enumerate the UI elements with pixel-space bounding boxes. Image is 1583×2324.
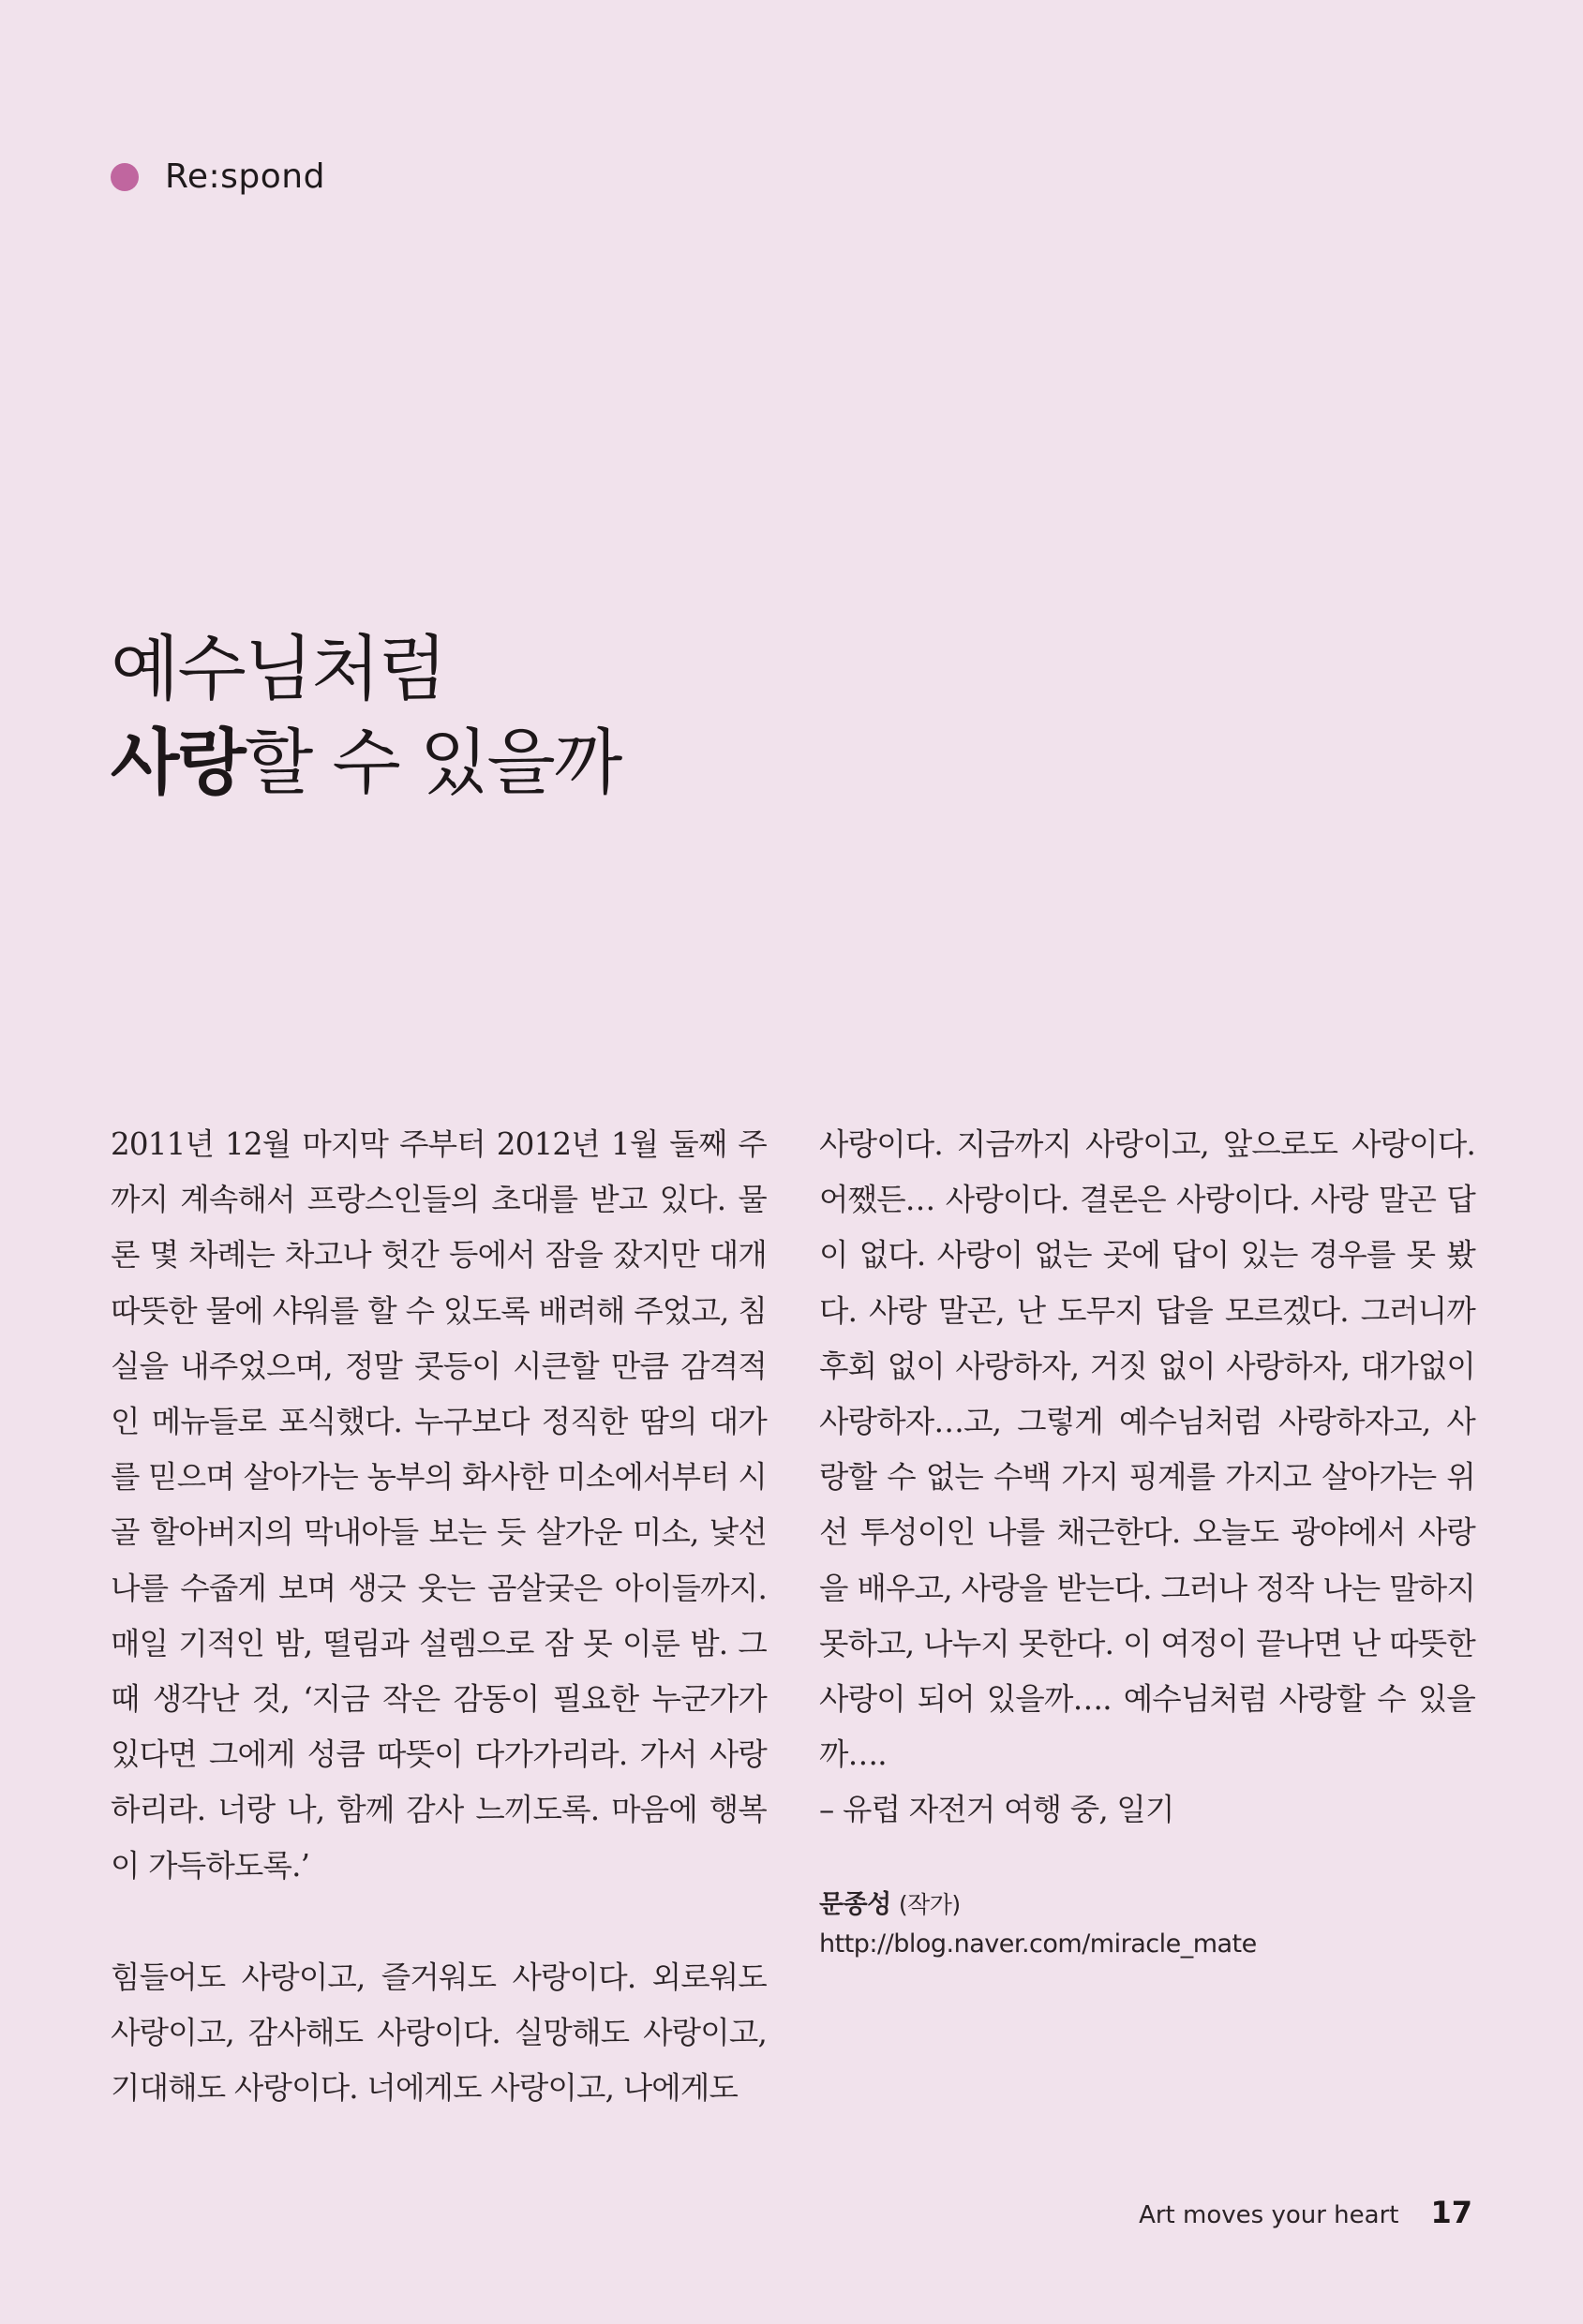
author-blog-url: http://blog.naver.com/miracle_mate	[819, 1929, 1257, 1959]
article-paragraph-2-start: 힘들어도 사랑이고, 즐거워도 사랑이다. 외로워도 사랑이고, 감사해도 사랑이다. 실망해도 사랑이고, 기대해도 사랑이다. 너에게도 사랑이고, 나에게도	[111, 1959, 767, 2107]
section-tag	[111, 157, 325, 196]
title-line-2-rest: 할 수 있을까	[244, 721, 621, 804]
article-column-left	[111, 1117, 767, 2116]
article-signature: – 유럽 자전거 여행 중, 일기	[819, 1792, 1174, 1828]
article-paragraph-1: 2011년 12월 마지막 주부터 2012년 1월 둘째 주까지 계속해서 프랑스인들의 초대를 받고 있다. 물론 몇 차례는 차고나 헛간 등에서 잠을 잤지만 대개 따뜻한 물에 샤워를 할 수 있도록 배려해 주었고, 침실을 내주었으며, 정말 콧등이 시큰할 만큼 감격적인 메뉴들로 포식했다. 누구보다 정직한 땀의 대가를 믿으며 살아가는 농부의 화사한 미소에서부터 시골 할아버지의 막내아들 보는 듯 살가운 미소, 낯선 나를 수줍게 보며 생긋 웃는 곰살궂은 아이들까지. 매일 기적인 밤, 떨림과 설렘으로 잠 못 이룬 밤. 그때 생각난 것, ‘지금 작은 감동이 필요한 누군가가 있다면 그에게 성큼 따뜻이 다가가리라. 가서 사랑하리라. 너랑 나, 함께 감사 느끼도록. 마음에 행복이 가득하도록.’	[111, 1126, 767, 1884]
section-dot-icon	[111, 163, 139, 191]
article-column-right	[819, 1117, 1475, 1964]
footer-slogan: Art moves your heart	[1139, 2201, 1399, 2229]
author-role: (작가)	[898, 1890, 961, 1918]
title-line-2-bold: 사랑	[111, 721, 245, 804]
page-number: 17	[1430, 2195, 1472, 2230]
article-title	[111, 622, 620, 810]
author-name: 문종성	[819, 1889, 891, 1919]
title-line-1: 예수님처럼	[111, 627, 446, 710]
article-paragraph-2-end: 사랑이다. 지금까지 사랑이고, 앞으로도 사랑이다. 어쨌든… 사랑이다. 결론은 사랑이다. 사랑 말곤 답이 없다. 사랑이 없는 곳에 답이 있는 경우를 못 봤다. 사랑 말곤, 난 도무지 답을 모르겠다. 그러니까 후회 없이 사랑하자, 거짓 없이 사랑하자, 대가없이 사랑하자…고, 그렇게 예수님처럼 사랑하자고, 사랑할 수 없는 수백 가지 핑계를 가지고 살아가는 위선 투성이인 나를 채근한다. 오늘도 광야에서 사랑을 배우고, 사랑을 받는다. 그러나 정작 나는 말하지 못하고, 나누지 못한다. 이 여정이 끝나면 난 따뜻한 사랑이 되어 있을까…. 예수님처럼 사랑할 수 있을까….	[819, 1126, 1475, 1773]
article-paragraph-2-full	[0, 0, 1, 1]
section-label: Re:spond	[165, 157, 325, 196]
author-credit	[819, 1885, 1475, 1964]
page-footer	[1139, 2195, 1472, 2230]
